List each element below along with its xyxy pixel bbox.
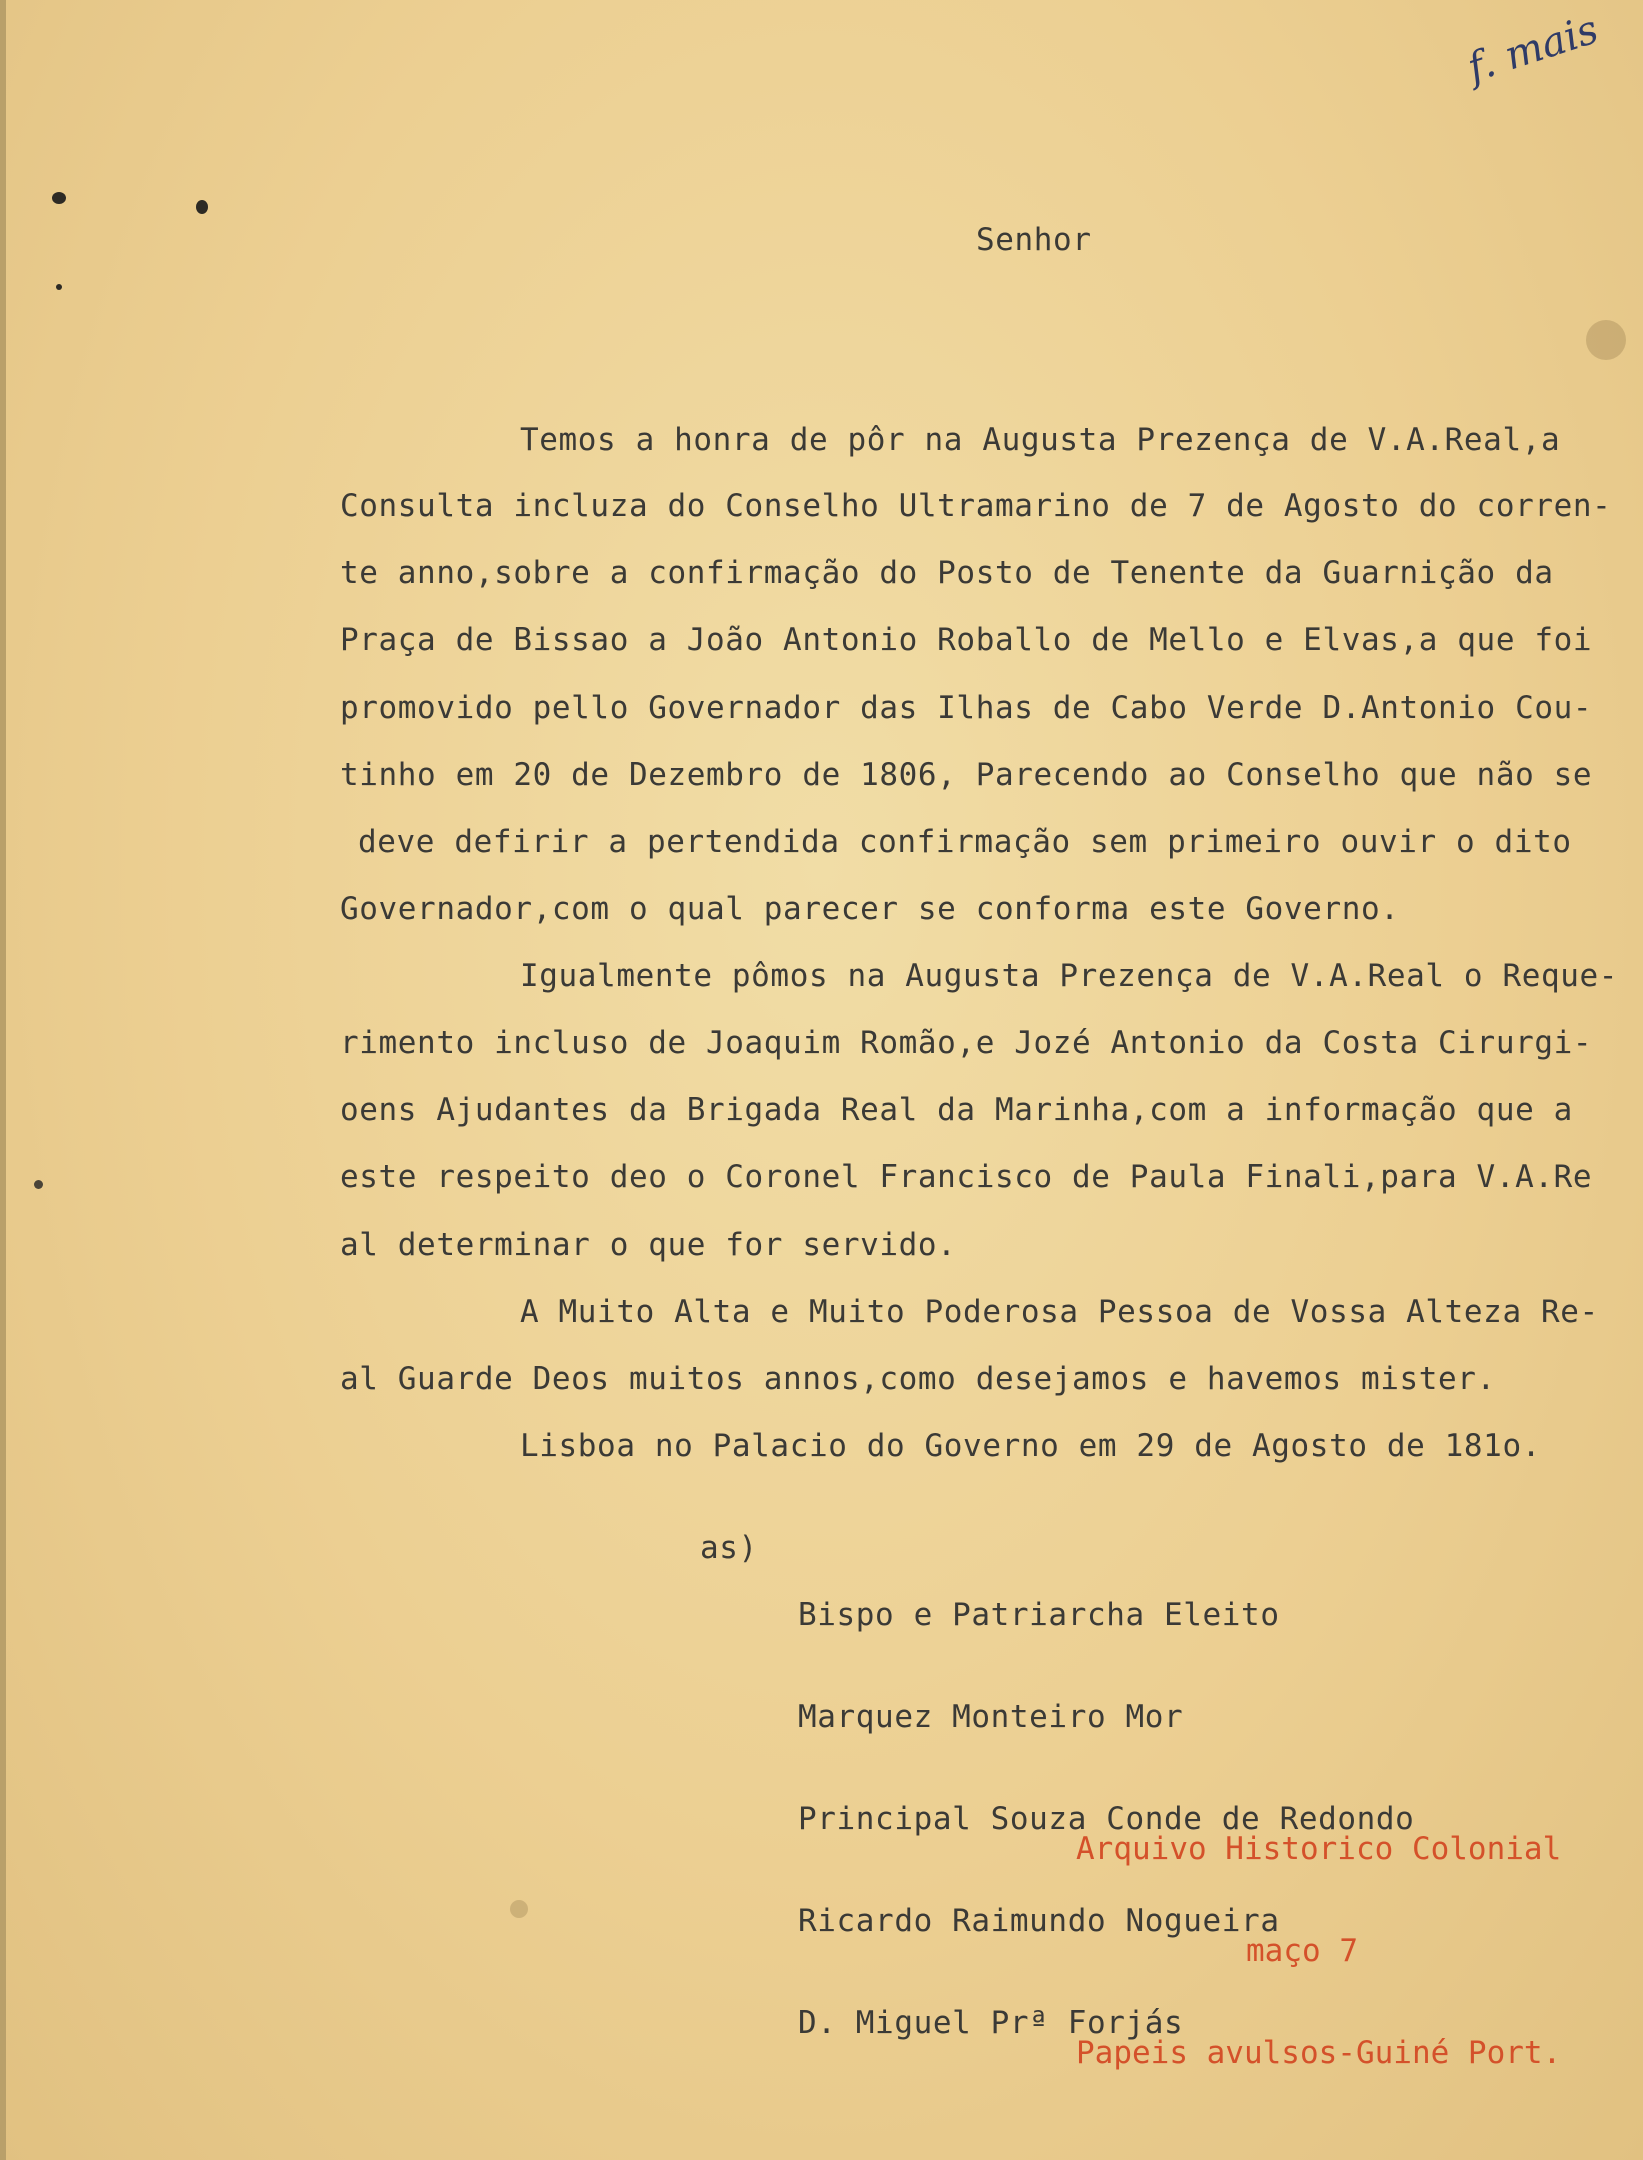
signature-name: Marquez Monteiro Mor xyxy=(798,1699,1184,1735)
body-line: Praça de Bissao a João Antonio Roballo de Mello e Elvas,a que foi xyxy=(340,622,1593,658)
punch-hole xyxy=(34,1180,43,1189)
punch-hole xyxy=(52,192,66,204)
handwritten-annotation: f. mais xyxy=(1462,6,1604,92)
body-line: Consulta incluza do Conselho Ultramarino de 7 de Agosto do corren- xyxy=(340,488,1612,524)
body-line: te anno,sobre a confirmação do Posto de Tenente da Guarnição da xyxy=(340,555,1554,591)
body-line: al Guarde Deos muitos annos,como desejamos e havemos mister. xyxy=(340,1361,1496,1397)
archive-collection: Papeis avulsos-Guiné Port. xyxy=(1076,2035,1562,2071)
signature-prefix: as) xyxy=(700,1530,758,1566)
body-line: Temos a honra de pôr na Augusta Prezença de V.A.Real,a xyxy=(520,422,1561,458)
signature-name: D. Miguel Prª Forjás xyxy=(798,2005,1184,2041)
signature-name: Bispo e Patriarcha Eleito xyxy=(798,1597,1280,1633)
body-line: tinho em 20 de Dezembro de 1806, Parecendo ao Conselho que não se xyxy=(340,757,1593,793)
punch-hole xyxy=(56,284,62,290)
body-line: al determinar o que for servido. xyxy=(340,1227,957,1263)
body-line: Governador,com o qual parecer se conforma este Governo. xyxy=(340,891,1400,927)
body-line: deve defirir a pertendida confirmação sem primeiro ouvir o dito xyxy=(358,824,1572,860)
salutation: Senhor xyxy=(976,222,1092,258)
archive-bundle: maço 7 xyxy=(1246,1933,1358,1969)
archive-name: Arquivo Historico Colonial xyxy=(1076,1831,1562,1867)
body-line: oens Ajudantes da Brigada Real da Marinha,com a informação que a xyxy=(340,1092,1573,1128)
body-line: A Muito Alta e Muito Poderosa Pessoa de Vossa Alteza Re- xyxy=(520,1294,1599,1330)
body-line: este respeito deo o Coronel Francisco de Paula Finali,para V.A.Re xyxy=(340,1159,1593,1195)
signature-name: Ricardo Raimundo Nogueira xyxy=(798,1903,1280,1939)
paper-stain xyxy=(510,1900,528,1918)
paper-stain xyxy=(1586,320,1626,360)
date-line: Lisboa no Palacio do Governo em 29 de Agosto de 181o. xyxy=(520,1428,1541,1464)
body-line: promovido pello Governador das Ilhas de Cabo Verde D.Antonio Cou- xyxy=(340,690,1593,726)
signature-name: Principal Souza Conde de Redondo xyxy=(798,1801,1415,1837)
ink-blot xyxy=(196,200,208,214)
paper-edge xyxy=(0,0,6,2160)
body-line: rimento incluso de Joaquim Romão,e Jozé Antonio da Costa Cirurgi- xyxy=(340,1025,1593,1061)
archive-stamp xyxy=(1076,1764,1561,2138)
body-line: Igualmente pômos na Augusta Prezença de V.A.Real o Reque- xyxy=(520,958,1619,994)
